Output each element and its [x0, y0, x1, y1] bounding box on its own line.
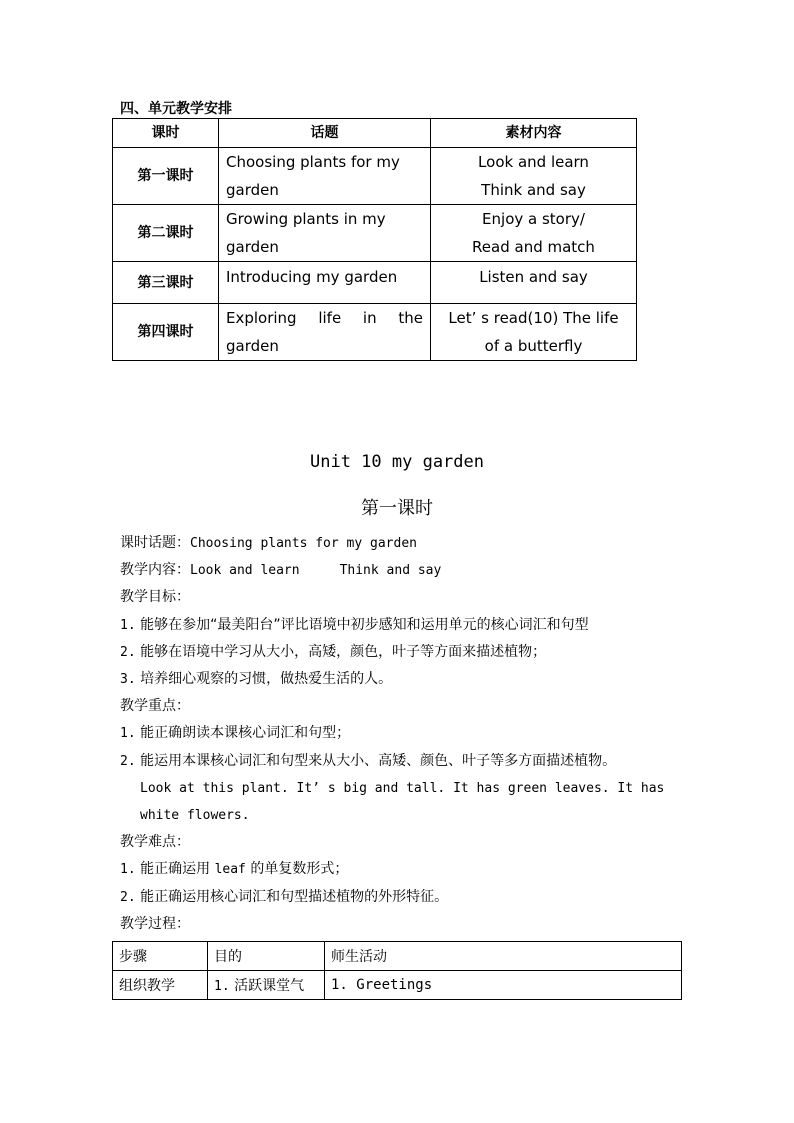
topic-line: Introducing my garden — [226, 268, 398, 286]
topic-cell — [219, 262, 431, 304]
topic-line-justified — [226, 304, 423, 332]
goal-item — [120, 639, 680, 666]
goal-text: 能够在语境中学习从大小，高矮，颜色，叶子等方面来描述植物； — [140, 643, 547, 660]
activity-cell: 1. Greetings — [325, 971, 682, 1000]
key-point-text: 能运用本课核心词汇和句型来从大小、高矮、颜色、叶子等多方面描述植物。 — [140, 752, 617, 769]
table-row — [113, 971, 682, 1000]
difficult-item — [120, 884, 680, 911]
lesson-details — [120, 530, 680, 938]
example-sentence: Look at this plant. It’ s big and tall. It has green leaves. It has — [140, 780, 665, 796]
key-point-num: 2. — [120, 753, 136, 769]
topic-cell — [219, 205, 431, 262]
key-point-item — [120, 720, 680, 747]
topic-word: life — [318, 309, 342, 327]
topic-line: garden — [226, 337, 279, 355]
table-row — [113, 205, 637, 262]
lesson-cell: 第四课时 — [113, 304, 219, 361]
goal-text: 能够在参加“最美阳台”评比语境中初步感知和运用单元的核心词汇和句型 — [140, 616, 589, 633]
material-line: Enjoy a story/ — [482, 210, 585, 228]
difficult-text: 能正确运用核心词汇和句型描述植物的外形特征。 — [140, 888, 449, 905]
key-point-text: 能正确朗读本课核心词汇和句型； — [140, 725, 351, 742]
difficult-num: 1. — [120, 862, 136, 878]
content-label: 教学内容： — [120, 562, 190, 579]
process-table — [112, 941, 682, 1000]
topic-word: Exploring — [226, 309, 297, 327]
topic-word: the — [398, 309, 423, 327]
header-step: 步骤 — [113, 942, 208, 971]
goal-text: 培养细心观察的习惯，做热爱生活的人。 — [140, 671, 393, 688]
table-row — [113, 304, 637, 361]
material-line: of a butterfly — [484, 337, 583, 355]
purpose-text: 活跃课堂气 — [234, 978, 305, 994]
goal-item — [120, 666, 680, 693]
material-line: Listen and say — [479, 268, 588, 286]
topic-line — [120, 530, 680, 557]
goal-item — [120, 612, 680, 639]
lesson-cell: 第三课时 — [113, 262, 219, 304]
key-points-label: 教学重点： — [120, 698, 190, 715]
lesson-title: 第一课时 — [361, 498, 433, 519]
goal-num: 3. — [120, 672, 136, 688]
example-sentence: white flowers. — [140, 808, 250, 824]
material-cell — [431, 304, 637, 361]
purpose-cell — [208, 971, 325, 1000]
topic-cell — [219, 304, 431, 361]
topic-cell — [219, 148, 431, 205]
material-cell — [431, 148, 637, 205]
difficult-text: 的单复数形式； — [245, 861, 349, 878]
section-title: 四、单元教学安排 — [120, 101, 232, 117]
unit-title: Unit 10 my garden — [310, 452, 484, 472]
material-line: Read and match — [472, 238, 595, 256]
schedule-table — [112, 118, 637, 361]
material-cell — [431, 262, 637, 304]
header-purpose: 目的 — [208, 942, 325, 971]
content-line — [120, 557, 680, 584]
topic-line: garden — [226, 181, 279, 199]
difficult-word: leaf — [214, 862, 246, 878]
lesson-cell: 第一课时 — [113, 148, 219, 205]
header-lesson: 课时 — [113, 119, 219, 148]
topic-line: garden — [226, 238, 279, 256]
header-activity: 师生活动 — [325, 942, 682, 971]
step-cell: 组织教学 — [113, 971, 208, 1000]
purpose-num: 1. — [214, 979, 230, 994]
table-header-row — [113, 119, 637, 148]
difficult-points-label: 教学难点： — [120, 834, 190, 851]
header-topic: 话题 — [219, 119, 431, 148]
difficult-item — [120, 856, 680, 883]
key-point-num: 1. — [120, 726, 136, 742]
content-value: Think and say — [339, 563, 442, 579]
material-line: Look and learn — [478, 153, 589, 171]
topic-line: Choosing plants for my — [226, 153, 400, 171]
topic-line: Growing plants in my — [226, 210, 386, 228]
topic-value: Choosing plants for my garden — [190, 536, 417, 551]
table-row — [113, 262, 637, 304]
goal-num: 2. — [120, 644, 136, 660]
lesson-cell: 第二课时 — [113, 205, 219, 262]
goal-num: 1. — [120, 617, 136, 633]
material-line: Think and say — [481, 181, 586, 199]
difficult-num: 2. — [120, 889, 136, 905]
topic-word: in — [362, 309, 377, 327]
goals-label: 教学目标： — [120, 589, 190, 606]
process-label: 教学过程： — [120, 915, 190, 932]
topic-label: 课时话题： — [120, 535, 190, 551]
material-line: Let’ s read(10) The life — [448, 309, 619, 327]
header-material: 素材内容 — [431, 119, 637, 148]
key-point-item — [120, 748, 680, 775]
material-cell — [431, 205, 637, 262]
table-row — [113, 148, 637, 205]
difficult-text: 能正确运用 — [140, 861, 215, 878]
content-value: Look and learn — [190, 563, 300, 579]
table-header-row — [113, 942, 682, 971]
